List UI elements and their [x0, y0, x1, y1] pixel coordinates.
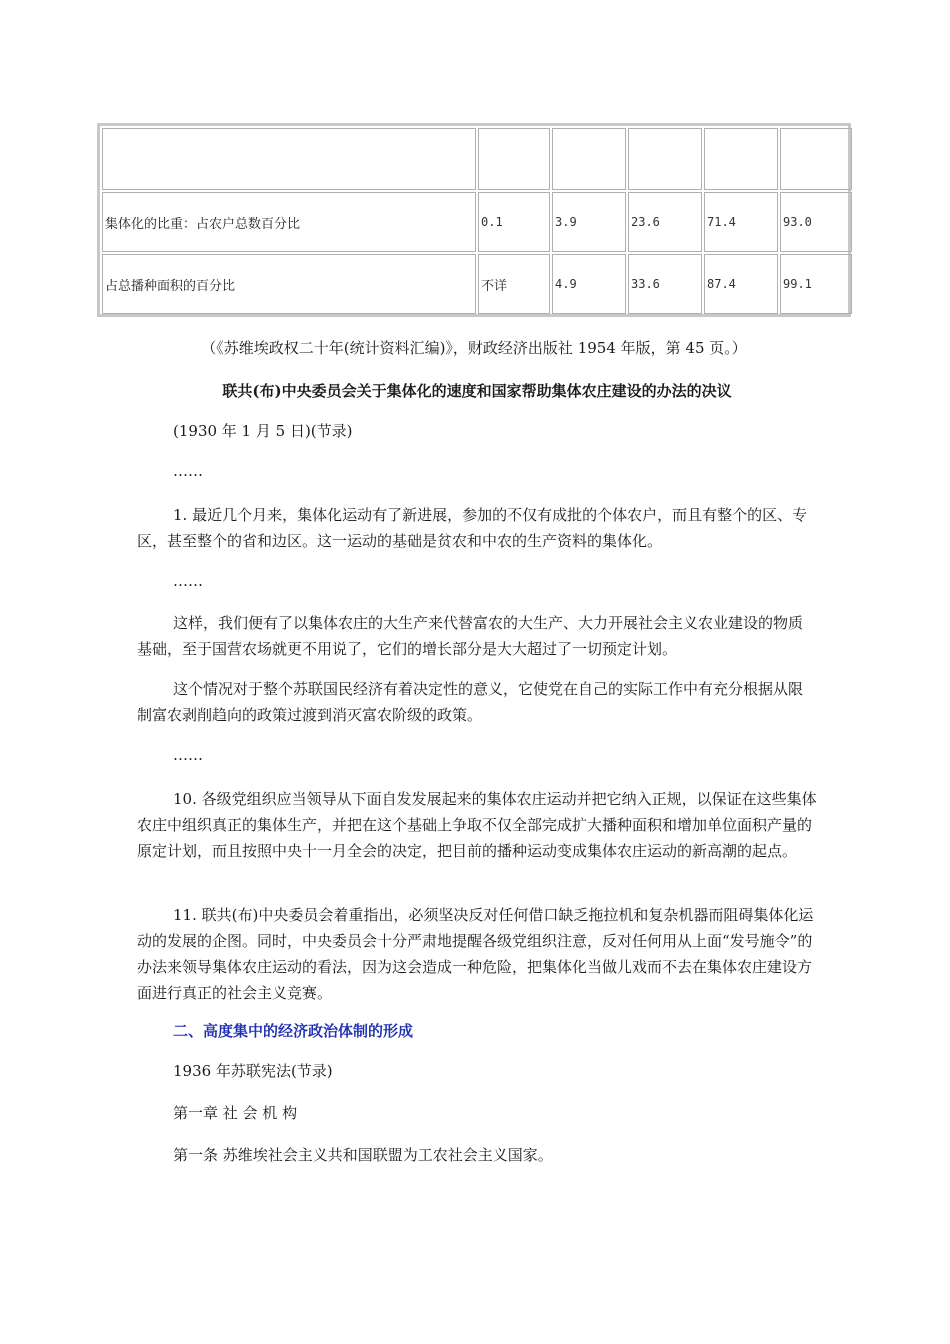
paragraph-11: 11. 联共(布)中央委员会着重指出，必须坚决反对任何借口缺乏拖拉机和复杂机器而阻碍集体化运动的发展的企图。同时，中央委员会十分严肃地提醒各级党组织注意，反对任何用从上面“发号施令”的办法来领导集体农庄运动的看法，因为这会造成一种危险，把集体化当做儿戏而不去在集体农庄建设方面进行真正的社会主义竞赛。 — [137, 906, 814, 1002]
ellipsis: …… — [173, 462, 203, 480]
table-cell: 0.1 — [478, 192, 550, 252]
table-header-cell — [628, 128, 702, 190]
table-cell: 23.6 — [628, 192, 702, 252]
table-cell: 93.0 — [780, 192, 852, 252]
table-row — [102, 254, 852, 314]
table-header-cell — [478, 128, 550, 190]
table-cell: 不详 — [478, 254, 550, 314]
paragraph-2: 这样，我们便有了以集体农庄的大生产来代替富农的大生产、大力开展社会主义农业建设的物质基础，至于国营农场就更不用说了，它们的增长部分是大大超过了一切预定计划。 — [137, 614, 804, 658]
decision-title: 联共(布)中央委员会关于集体化的速度和国家帮助集体农庄建设的办法的决议 — [222, 382, 732, 400]
table-cell: 99.1 — [780, 254, 852, 314]
table-header-cell — [780, 128, 852, 190]
statistics-table — [97, 123, 851, 317]
table-cell: 87.4 — [704, 254, 778, 314]
table-cell: 3.9 — [552, 192, 626, 252]
table-header-cell — [704, 128, 778, 190]
paragraph-1: 1. 最近几个月来，集体化运动有了新进展，参加的不仅有成批的个体农户，而且有整个的区、专区，甚至整个的省和边区。这一运动的基础是贫农和中农的生产资料的集体化。 — [137, 506, 808, 550]
row-label: 占总播种面积的百分比 — [102, 254, 476, 314]
article-1: 第一条 苏维埃社会主义共和国联盟为工农社会主义国家。 — [173, 1146, 553, 1164]
row-label: 集体化的比重：占农户总数百分比 — [102, 192, 476, 252]
table-cell: 4.9 — [552, 254, 626, 314]
chapter-title: 第一章 社 会 机 构 — [173, 1104, 298, 1122]
table-row — [102, 192, 852, 252]
constitution-title: 1936 年苏联宪法(节录) — [173, 1062, 333, 1080]
table-source-caption: （《苏维埃政权二十年(统计资料汇编)》，财政经济出版社 1954 年版，第 45 页。） — [201, 339, 747, 357]
paragraph-3: 这个情况对于整个苏联国民经济有着决定性的意义，它使党在自己的实际工作中有充分根据从限制富农剥削趋向的政策过渡到消灭富农阶级的政策。 — [137, 680, 804, 724]
ellipsis: …… — [173, 572, 203, 590]
section-heading: 二、高度集中的经济政治体制的形成 — [173, 1022, 414, 1040]
paragraph-10: 10. 各级党组织应当领导从下面自发发展起来的集体农庄运动并把它纳入正规，以保证在这些集体农庄中组织真正的集体生产，并把在这个基础上争取不仅全部完成扩大播种面积和增加单位面积产量的原定计划，而且按照中央十一月全会的决定，把目前的播种运动变成集体农庄运动的新高潮的起点。 — [137, 790, 817, 860]
table-header-cell — [552, 128, 626, 190]
ellipsis: …… — [173, 746, 203, 764]
table-cell: 33.6 — [628, 254, 702, 314]
table-cell: 71.4 — [704, 192, 778, 252]
decision-date: (1930 年 1 月 5 日)(节录) — [173, 422, 353, 440]
table-header-row — [102, 128, 852, 190]
table-header-cell — [102, 128, 476, 190]
